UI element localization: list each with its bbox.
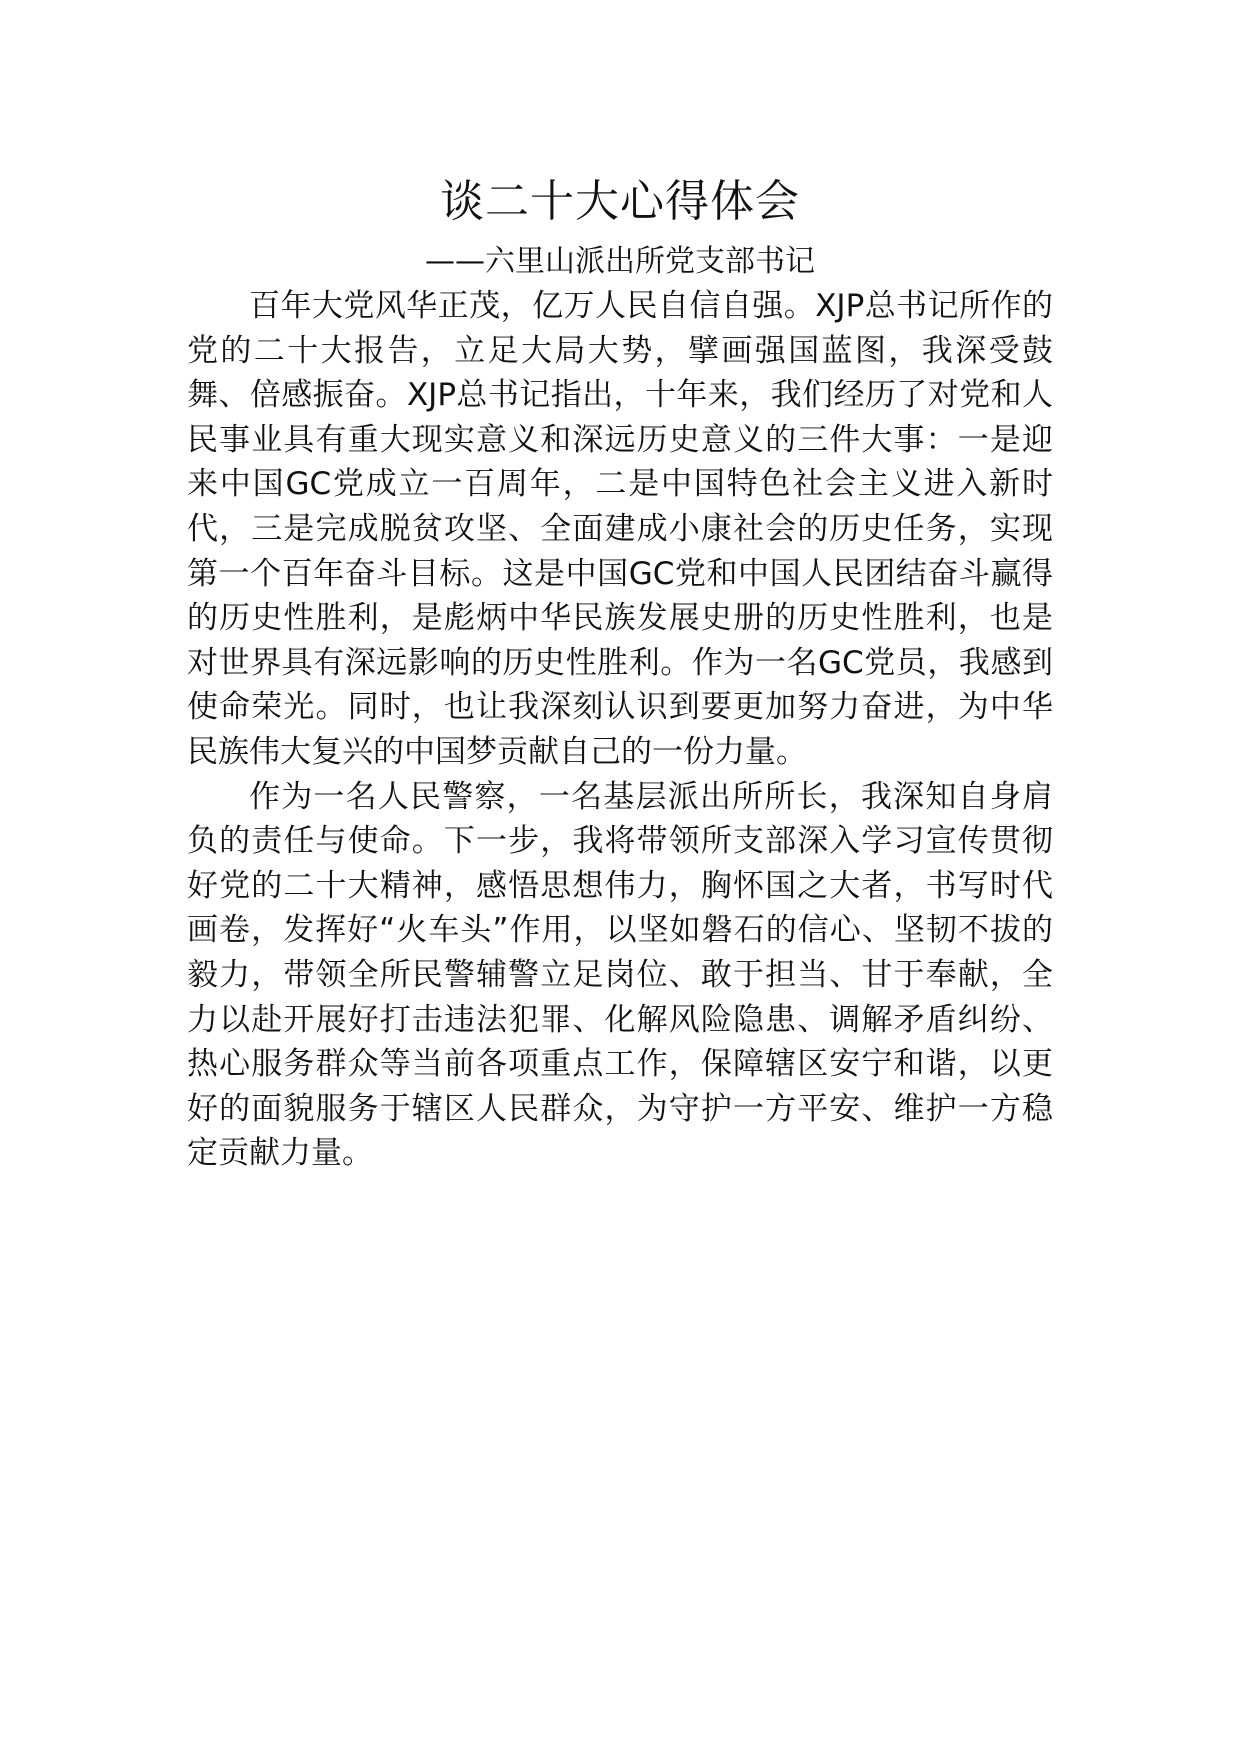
document-title: 谈二十大心得体会 xyxy=(440,176,800,227)
document-subtitle: ——六里山派出所党支部书记 xyxy=(425,244,815,279)
paragraph-2: 作为一名人民警察，一名基层派出所所长，我深知自身肩负的责任与使命。下一步，我将带领所支部深入学习宣传贯彻好党的二十大精神，感悟思想伟力，胸怀国之大者，书写时代画卷，发挥好“火车头”作用，以坚如磐石的信心、坚韧不拔的毅力，带领全所民警辅警立足岗位、敢于担当、甘于奉献，全力以赴开展好打击违法犯罪、化解风险隐患、调解矛盾纠纷、热心服务群众等当前各项重点工作，保障辖区安宁和谐，以更好的面貌服务于辖区人民群众，为守护一方平安、维护一方稳定贡献力量。 xyxy=(187,778,1053,1172)
paragraph-1: 百年大党风华正茂，亿万人民自信自强。XJP总书记所作的党的二十大报告，立足大局大势，擘画强国蓝图，我深受鼓舞、倍感振奋。XJP总书记指出，十年来，我们经历了对党和人民事业具有重大现实意义和深远历史意义的三件大事：一是迎来中国GC党成立一百周年，二是中国特色社会主义进入新时代，三是完成脱贫攻坚、全面建成小康社会的历史任务，实现第一个百年奋斗目标。这是中国GC党和中国人民团结奋斗赢得的历史性胜利，是彪炳中华民族发展史册的历史性胜利，也是对世界具有深远影响的历史性胜利。作为一名GC党员，我感到使命荣光。同时，也让我深刻认识到要更加努力奋进，为中华民族伟大复兴的中国梦贡献自己的一份力量。 xyxy=(187,288,1053,770)
document-page xyxy=(187,170,1053,1176)
